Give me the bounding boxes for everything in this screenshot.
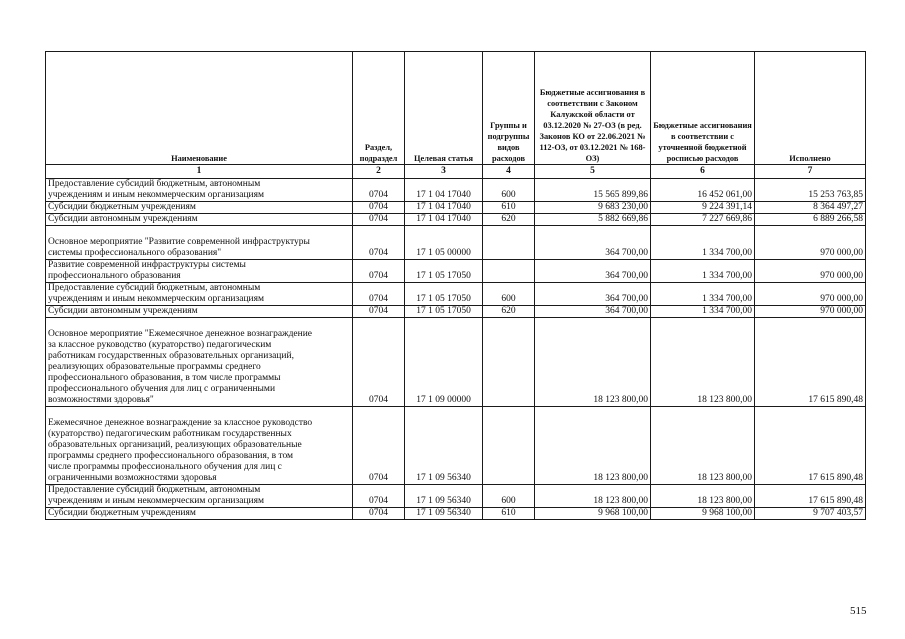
row-name: Развитие современной инфраструктуры системы профессионального образования bbox=[46, 260, 353, 283]
row-expense-group bbox=[483, 260, 535, 283]
table-row bbox=[46, 283, 866, 306]
table-row bbox=[46, 179, 866, 202]
table-row bbox=[46, 508, 866, 520]
row-name: Субсидии автономным учреждениям bbox=[46, 306, 353, 318]
row-section: 0704 bbox=[353, 407, 405, 485]
row-law-allocation: 18 123 800,00 bbox=[535, 407, 651, 485]
row-law-allocation: 364 700,00 bbox=[535, 283, 651, 306]
table-row bbox=[46, 214, 866, 226]
row-expense-group: 610 bbox=[483, 202, 535, 214]
row-executed: 970 000,00 bbox=[755, 260, 866, 283]
column-number-row bbox=[46, 165, 866, 179]
row-section: 0704 bbox=[353, 318, 405, 407]
row-executed: 6 889 266,58 bbox=[755, 214, 866, 226]
row-law-allocation: 5 882 669,86 bbox=[535, 214, 651, 226]
row-name: Предоставление субсидий бюджетным, автономным учреждениям и иным некоммерческим организациям bbox=[46, 283, 353, 306]
row-plan-allocation: 1 334 700,00 bbox=[651, 260, 755, 283]
row-section: 0704 bbox=[353, 214, 405, 226]
row-plan-allocation: 1 334 700,00 bbox=[651, 226, 755, 260]
row-law-allocation: 364 700,00 bbox=[535, 226, 651, 260]
row-executed: 17 615 890,48 bbox=[755, 318, 866, 407]
row-law-allocation: 9 683 230,00 bbox=[535, 202, 651, 214]
header-law-allocations: Бюджетные ассигнования в соответствии с Законом Калужской области от 03.12.2020 № 27-ОЗ (в ред. Законов КО от 22.06.2021 № 112-ОЗ, от 03.12.2021 № 168-ОЗ) bbox=[535, 52, 651, 165]
row-target-article: 17 1 04 17040 bbox=[405, 214, 483, 226]
row-law-allocation: 18 123 800,00 bbox=[535, 485, 651, 508]
row-plan-allocation: 7 227 669,86 bbox=[651, 214, 755, 226]
row-law-allocation: 9 968 100,00 bbox=[535, 508, 651, 520]
row-plan-allocation: 1 334 700,00 bbox=[651, 306, 755, 318]
row-target-article: 17 1 05 00000 bbox=[405, 226, 483, 260]
table-row bbox=[46, 485, 866, 508]
row-target-article: 17 1 05 17050 bbox=[405, 260, 483, 283]
row-section: 0704 bbox=[353, 179, 405, 202]
header-target-article: Целевая статья bbox=[405, 52, 483, 165]
row-name: Субсидии бюджетным учреждениям bbox=[46, 508, 353, 520]
row-expense-group: 620 bbox=[483, 306, 535, 318]
row-name: Субсидии бюджетным учреждениям bbox=[46, 202, 353, 214]
page-number: 515 bbox=[850, 605, 867, 617]
row-target-article: 17 1 05 17050 bbox=[405, 306, 483, 318]
row-plan-allocation: 18 123 800,00 bbox=[651, 485, 755, 508]
row-expense-group bbox=[483, 407, 535, 485]
row-expense-group bbox=[483, 226, 535, 260]
row-law-allocation: 364 700,00 bbox=[535, 260, 651, 283]
header-name: Наименование bbox=[46, 52, 353, 165]
row-target-article: 17 1 09 00000 bbox=[405, 318, 483, 407]
table-header-row bbox=[46, 52, 866, 165]
row-executed: 17 615 890,48 bbox=[755, 407, 866, 485]
header-section: Раздел, подраздел bbox=[353, 52, 405, 165]
column-number: 7 bbox=[755, 165, 866, 179]
header-executed: Исполнено bbox=[755, 52, 866, 165]
column-number: 1 bbox=[46, 165, 353, 179]
row-expense-group bbox=[483, 318, 535, 407]
table-row bbox=[46, 306, 866, 318]
row-plan-allocation: 9 968 100,00 bbox=[651, 508, 755, 520]
row-name: Ежемесячное денежное вознаграждение за классное руководство (кураторство) педагогическим работникам государственных образовательных организаций, реализующих образовательные программы среднего профессионального образования, в том числе программы профессионального обучения для лиц с ограниченными возможностями здоровья bbox=[46, 407, 353, 485]
row-target-article: 17 1 04 17040 bbox=[405, 179, 483, 202]
row-expense-group: 610 bbox=[483, 508, 535, 520]
row-name: Предоставление субсидий бюджетным, автономным учреждениям и иным некоммерческим организациям bbox=[46, 485, 353, 508]
table-row bbox=[46, 407, 866, 485]
row-section: 0704 bbox=[353, 226, 405, 260]
row-section: 0704 bbox=[353, 306, 405, 318]
row-plan-allocation: 16 452 061,00 bbox=[651, 179, 755, 202]
row-executed: 970 000,00 bbox=[755, 306, 866, 318]
row-plan-allocation: 9 224 391,14 bbox=[651, 202, 755, 214]
row-executed: 8 364 497,27 bbox=[755, 202, 866, 214]
table-row bbox=[46, 226, 866, 260]
table-row bbox=[46, 260, 866, 283]
row-name: Основное мероприятие "Развитие современной инфраструктуры системы профессионального образования" bbox=[46, 226, 353, 260]
table-row bbox=[46, 318, 866, 407]
row-executed: 970 000,00 bbox=[755, 226, 866, 260]
row-name: Предоставление субсидий бюджетным, автономным учреждениям и иным некоммерческим организациям bbox=[46, 179, 353, 202]
header-plan-allocations: Бюджетные ассигнования в соответствии с уточненной бюджетной росписью расходов bbox=[651, 52, 755, 165]
row-target-article: 17 1 09 56340 bbox=[405, 407, 483, 485]
column-number: 2 bbox=[353, 165, 405, 179]
column-number: 5 bbox=[535, 165, 651, 179]
row-plan-allocation: 18 123 800,00 bbox=[651, 407, 755, 485]
column-number: 4 bbox=[483, 165, 535, 179]
row-expense-group: 600 bbox=[483, 485, 535, 508]
row-expense-group: 600 bbox=[483, 179, 535, 202]
row-target-article: 17 1 09 56340 bbox=[405, 508, 483, 520]
row-plan-allocation: 18 123 800,00 bbox=[651, 318, 755, 407]
row-name: Основное мероприятие "Ежемесячное денежное вознаграждение за классное руководство (кураторство) педагогическим работникам государственных образовательных организаций, реализующих образовательные программы среднего профессионального образования, в том числе программы профессионального обучения для лиц с ограниченными возможностями здоровья" bbox=[46, 318, 353, 407]
column-number: 6 bbox=[651, 165, 755, 179]
row-section: 0704 bbox=[353, 260, 405, 283]
row-name: Субсидии автономным учреждениям bbox=[46, 214, 353, 226]
row-executed: 970 000,00 bbox=[755, 283, 866, 306]
row-executed: 15 253 763,85 bbox=[755, 179, 866, 202]
row-law-allocation: 364 700,00 bbox=[535, 306, 651, 318]
row-expense-group: 620 bbox=[483, 214, 535, 226]
row-section: 0704 bbox=[353, 508, 405, 520]
row-plan-allocation: 1 334 700,00 bbox=[651, 283, 755, 306]
budget-table bbox=[45, 51, 866, 520]
column-number: 3 bbox=[405, 165, 483, 179]
row-target-article: 17 1 05 17050 bbox=[405, 283, 483, 306]
row-section: 0704 bbox=[353, 283, 405, 306]
row-target-article: 17 1 04 17040 bbox=[405, 202, 483, 214]
row-section: 0704 bbox=[353, 202, 405, 214]
row-expense-group: 600 bbox=[483, 283, 535, 306]
row-law-allocation: 18 123 800,00 bbox=[535, 318, 651, 407]
row-section: 0704 bbox=[353, 485, 405, 508]
row-law-allocation: 15 565 899,86 bbox=[535, 179, 651, 202]
table-row bbox=[46, 202, 866, 214]
row-executed: 17 615 890,48 bbox=[755, 485, 866, 508]
header-expense-group: Группы и подгруппы видов расходов bbox=[483, 52, 535, 165]
row-target-article: 17 1 09 56340 bbox=[405, 485, 483, 508]
row-executed: 9 707 403,57 bbox=[755, 508, 866, 520]
